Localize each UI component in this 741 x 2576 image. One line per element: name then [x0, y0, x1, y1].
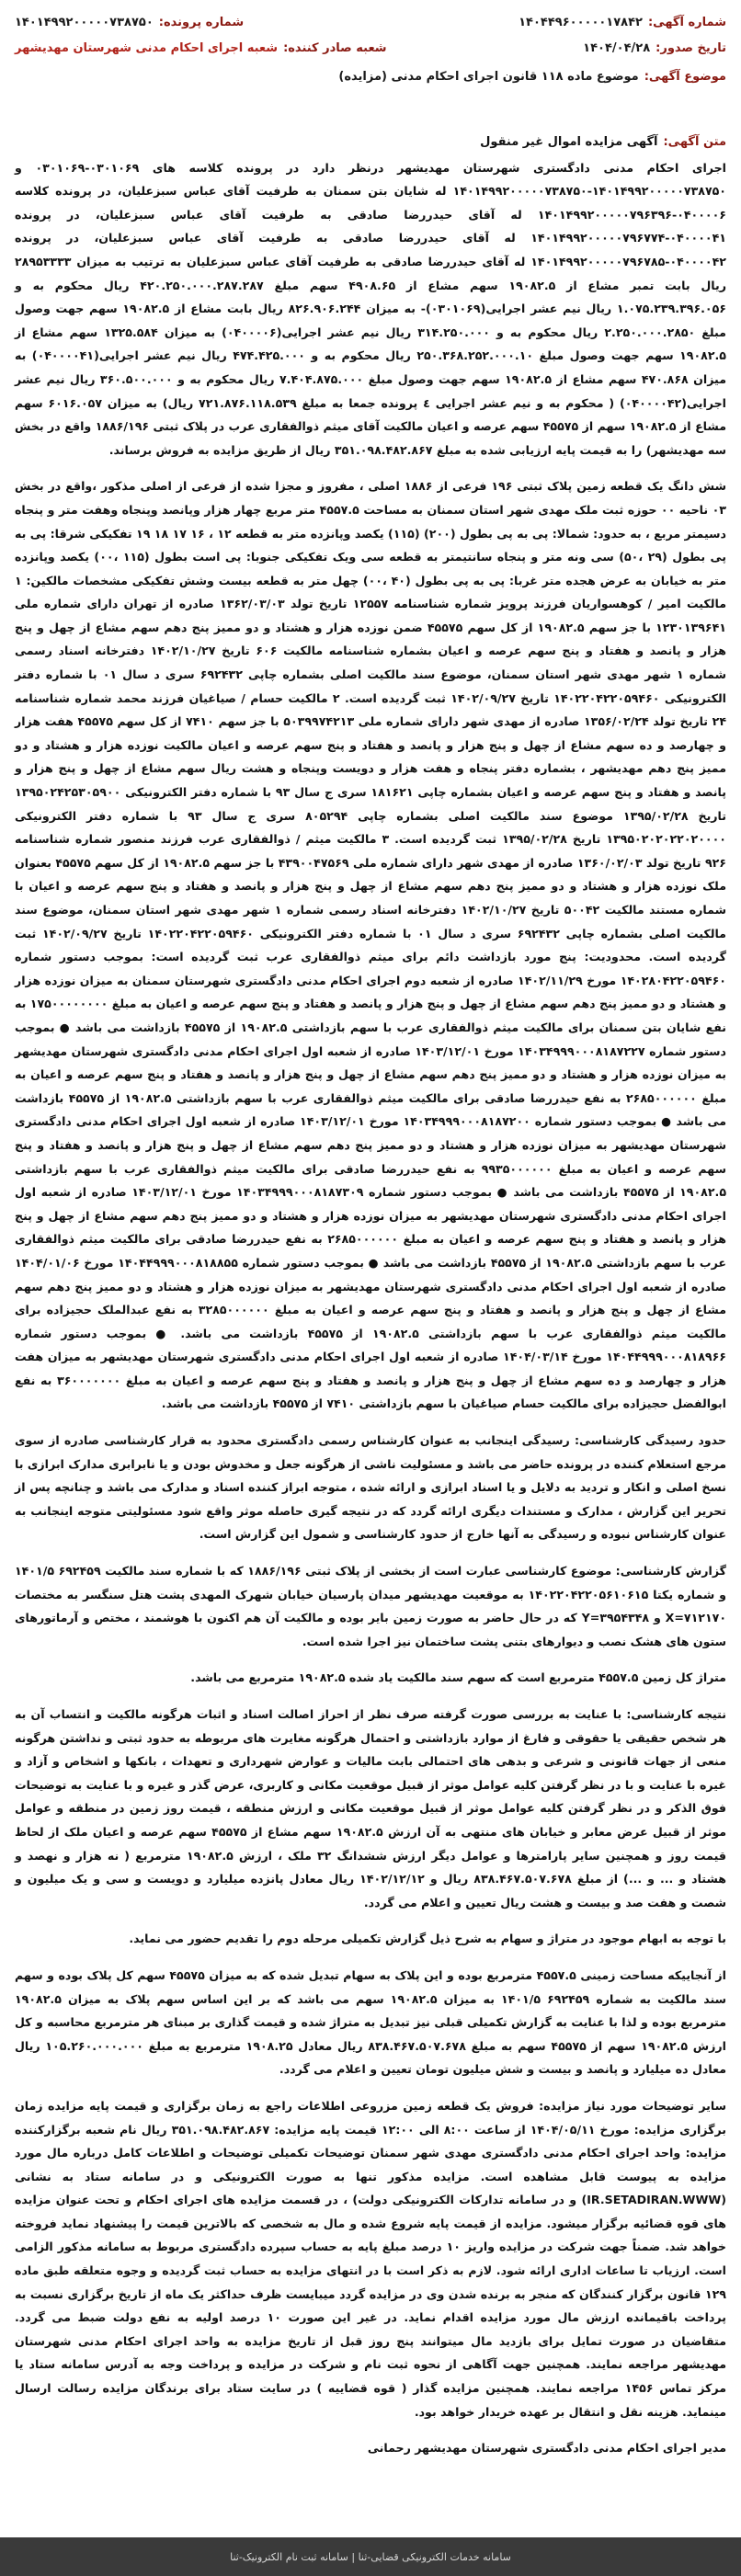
- notice-subject: [15, 70, 726, 84]
- issue-date-label: تاریخ صدور:: [656, 40, 726, 55]
- paragraph-expert-conclusion: نتیجه کارشناسی: با عنایت به بررسی صورت گرفته صرف نظر از احراز اصالت اسناد و اثبات هرگونه مالکیت و انتساب آن به هر شخص حقیقی یا حقوقی و فارغ از موارد بازداشتی و احتمال هرگونه مغایرت های مربوطه به حدود ثبتی و نداشتن هرگونه منعی از جهات قانونی و شرعی و بدهی های احتمالی بابت مالیات و عوارض شهرداری و تعهدات ، بانکها و اشخاص و آزاد و غیره با عنایت و با در نظر گرفتن کلیه عوامل موثر از قبیل موقعیت مکانی و کاربری، عرض گذر و غیره و با عنایت به توضیحات فوق الذکر و در نظر گرفتن کلیه عوامل موثر از قبیل موقعیت مکانی و ارزش منطقه ، قیمت روز زمین در منطقه و عوامل موثر از قبیل عرض معابر و خیابان های منتهی به آن ارزش ۱۹۰۸۲.۵ سهم مشاع از ۴۵۵۷۵ سهم عرصه و اعیان ملک از لحاظ قیمت روز و همچنین سایر پارامترها و عوامل دیگر ارزش ششدانگ ۳۲ ملک ، ارزش ۱۹۰۸۲.۵ مترمربع ( نه هزار و نهصد و هشتاد و ... و ...) از مبلغ ۸۳۸.۴۶۷.۵۰۷.۶۷۸ ریال و ۱۴۰۲/۱۲/۱۲ ریال معادل پانزده میلیارد و دویست و سی و یک میلیون و شصت و هفت صد و بیست و هشت ریال تعیین و اعلام می گردد.: [15, 1707, 727, 1909]
- footer-text: سامانه خدمات الکترونیکی قضایی-ثنا | سامانه ثبت نام الکترونیک-ثنا: [230, 2550, 511, 2563]
- notice-text-heading: [15, 131, 726, 154]
- notice-number-label: شماره آگهی:: [647, 15, 726, 29]
- notice-title: آگهی مزایده اموال غیر منقول: [480, 135, 658, 149]
- notice-text-label: متن آگهی:: [663, 135, 726, 149]
- paragraph-property-details: شش دانگ یک قطعه زمین پلاک ثبتی ۱۹۶ فرعی از ۱۸۸۶ اصلی ، مفروز و مجزا شده از فرعی از اصلی مذکور ،واقع در بخش ۰۳ ناحیه ۰۰ حوزه ثبت ملک مهدی شهر استان سمنان به مساحت ۴۵۵۷.۵ متر مربع چهار هزار وپانصد وپنجاه وهفت متر و پنجاه دسیمتر مربع ، به حدود: شمالا: پی به پی بطول (۲۰۰) (۱۱۵) یکصد وپانزده متر به قطعه ۱۲ ، ۱۶ ۱۷ ۱۸ ۱۹ تفکیکی شرقا: پی به پی بطول (۲۹ ،۵۰) سی ونه متر و پنجاه سانتیمتر به قطعه سی ویک تفکیکی جنوبا: پی است بطول (۱۱۵ ،۰۰) یکصد وپانزده متر به خیابان به عرض هجده متر غربا: پی به پی بطول (۴۰ ،۰۰) چهل متر به قطعه بیست وشش تفکیکی مشخصات مالکین: ۱ مالکیت امیر / کوهسواریان فرزند پرویز شماره شناسنامه ۱۲۵۵۷ تاریخ تولد ۱۳۶۲/۰۳/۰۳ صادره از تهران دارای شماره ملی ۱۲۳۰۱۳۹۶۴۱ با جز سهم ۱۹۰۸۲.۵ از کل سهم ۴۵۵۷۵ ضمن نوزده هزار و هشتاد و دو ممیز پنج دهم سهم مشاع از چهل و پنج هزار و پانصد و هفتاد و پنج سهم عرصه و اعیان بشماره شناسنامه مالکیت ۶۰۶ تاریخ ۱۴۰۲/۱۰/۲۷ دفترخانه اسناد رسمی شماره ۱ شهر مهدی شهر استان سمنان، موضوع سند مالکیت اصلی بشماره چاپی ۶۹۲۴۳۲ سری د سال ۰۱ با شماره دفتر الکترونیکی ۱۴۰۲۲۰۴۲۲۰۵۹۴۶۰ تاریخ ۱۴۰۲/۰۹/۲۷ ثبت گردیده است. ۲ مالکیت حسام / صیاغیان فرزند محمد شماره شناسنامه ۲۴ تاریخ تولد ۱۳۵۶/۰۲/۲۴ صادره از مهدی شهر دارای شماره ملی ۵۰۳۹۹۷۴۲۱۳ با جز سهم ۷۴۱۰ از کل سهم ۴۵۵۷۵ هفت هزار و چهارصد و ده سهم مشاع از چهل و پنج هزار و پانصد و هفتاد و پنج سهم عرصه و اعیان مالکیت نوزده هزار و هشتاد و دو ممیز پنج دهم مهدیشهر ، بشماره دفتر پنجاه و هفت هزار و دویست وپنجاه و هشت ریال سهم مشاع از چهل و پنج هزار و پانصد و هفتاد و پنج سهم عرصه و اعیان بشماره چاپی ۱۸۱۶۲۱ سری ج سال ۹۳ با شماره دفتر الکترونیکی ۱۳۹۵۰۲۴۲۵۳۰۵۹۰۰ تاریخ ۱۳۹۵/۰۲/۲۸ موضوع سند مالکیت اصلی بشماره چاپی ۸۰۵۲۹۴ سری ج سال ۹۳ با شماره دفتر الکترونیکی ۱۳۹۵۰۲۰۲۰۲۲۰۲۰۰۰۰ تاریخ ۱۳۹۵/۰۲/۲۸ ثبت گردیده است. ۳ مالکیت میثم / ذوالفقاری عرب فرزند منصور شماره شناسنامه ۹۲۶ تاریخ تولد ۱۳۶۰/۰۲/۰۳ صادره از مهدی شهر دارای شماره ملی ۴۳۹۰۰۴۷۵۶۹ با جز سهم ۱۹۰۸۲.۵ از کل سهم ۴۵۵۷۵ بعنوان ملک نوزده هزار و هشتاد و دو ممیز پنج دهم سهم مشاع از چهل و پنج هزار و پانصد و هفتاد و پنج سهم عرصه و اعیان با شماره مستند مالکیت ۵۰۰۴۲ تاریخ ۱۴۰۲/۱۰/۲۷ دفترخانه اسناد رسمی شماره ۱ شهر مهدی شهر استان سمنان، موضوع سند مالکیت اصلی بشماره چاپی ۶۹۲۴۳۲ سری د سال ۰۱ با شماره دفتر الکترونیکی ۱۴۰۲۲۰۴۲۲۰۵۹۴۶۰ تاریخ ۱۴۰۲/۰۹/۲۷ ثبت گردیده است. محدودیت: پنج مورد بازداشت دائم برای میثم ذوالفقاری عرب ثبت گردیده است: بموجب دستور شماره ۱۴۰۲۸۰۴۲۲۰۵۹۴۶۰ مورخ ۱۴۰۲/۱۱/۲۹ صادره از شعبه دوم اجرای احکام مدنی دادگستری شهرستان سمنان به میزان نوزده هزار و هشتاد و دو ممیز پنج دهم سهم مشاع از چهل و پنج هزار و پانصد و هفتاد و پنج سهم عرصه و اعیان به مبلغ ۱۷۵۰۰۰۰۰۰۰۰ به نفع شایان بتن سمنان برای مالکیت میثم ذوالفقاری عرب با سهم بازداشتی ۱۹۰۸۲.۵ از ۴۵۵۷۵ بازداشت می باشد ● بموجب دستور شماره ۱۴۰۳۴۹۹۹۰۰۰۸۱۸۷۲۲۷ مورخ ۱۴۰۳/۱۲/۰۱ صادره از شعبه اول اجرای احکام مدنی دادگستری شهرستان مهدیشهر به میزان نوزده هزار و هشتاد و دو ممیز پنج دهم سهم مشاع از چهل و پنج هزار و پانصد و هفتاد و پنج سهم عرصه و اعیان به مبلغ ۲۶۸۵۰۰۰۰۰۰ به نفع حیدررضا صادقی برای مالکیت میثم ذوالفقاری عرب با سهم بازداشتی ۱۹۰۸۲.۵ از ۴۵۵۷۵ بازداشت می باشد ● بموجب دستور شماره ۱۴۰۳۴۹۹۹۰۰۰۸۱۸۷۲۰۰ مورخ ۱۴۰۳/۱۲/۰۱ صادره از شعبه اول اجرای احکام مدنی دادگستری شهرستان مهدیشهر به میزان نوزده هزار و هشتاد و دو ممیز پنج دهم سهم مشاع از چهل و پنج هزار و پانصد و هفتاد و پنج سهم عرصه و اعیان به مبلغ ۹۹۳۵۰۰۰۰۰۰ به نفع حیدررضا صادقی برای مالکیت میثم ذوالفقاری عرب با سهم بازداشتی ۱۹۰۸۲.۵ از ۴۵۵۷۵ بازداشت می باشد ● بموجب دستور شماره ۱۴۰۳۴۹۹۹۰۰۰۸۱۸۷۳۰۹ مورخ ۱۴۰۳/۱۲/۰۱ صادره از شعبه اول اجرای احکام مدنی دادگستری شهرستان مهدیشهر به میزان نوزده هزار و هشتاد و دو ممیز پنج دهم سهم مشاع از چهل و پنج هزار و پانصد و هفتاد و پنج سهم عرصه و اعیان به مبلغ ۲۶۸۵۰۰۰۰۰۰ به نفع حیدررضا صادقی برای مالکیت میثم ذوالفقاری عرب با سهم بازداشتی ۱۹۰۸۲.۵ از ۴۵۵۷۵ بازداشت می باشد ● بموجب دستور شماره ۱۴۰۴۴۹۹۹۰۰۰۸۱۸۸۵۵ مورخ ۱۴۰۴/۰۱/۰۶ صادره از شعبه اول اجرای احکام مدنی دادگستری شهرستان مهدیشهر به میزان نوزده هزار و هشتاد و دو ممیز پنج دهم سهم مشاع از چهل و پنج هزار و پانصد و هفتاد و پنج سهم عرصه و اعیان به مبلغ ۳۲۸۵۰۰۰۰۰۰ به نفع عبدالملک حجیزاده برای مالکیت میثم ذوالفقاری عرب با سهم بازداشتی ۱۹۰۸۲.۵ از ۴۵۵۷۵ بازداشت می باشد. ● بموجب دستور شماره ۱۴۰۴۴۹۹۹۰۰۰۸۱۸۹۶۶ مورخ ۱۴۰۴/۰۳/۱۴ صادره از شعبه اول اجرای احکام مدنی دادگستری شهرستان مهدیشهر به میزان هفت هزار و چهارصد و ده سهم مشاع از چهل و پنج هزار و پانصد و هفتاد و پنج سهم عرصه و اعیان به مبلغ ۳۶۰۰۰۰۰۰۰ به نفع ابوالفضل حجیزاده برای مالکیت حسام صیاغیان با سهم بازداشتی ۷۴۱۰ از ۴۵۵۷۵ بازداشت می باشد.: [15, 479, 727, 1411]
- paragraph-expert-report: گزارش کارشناسی: موضوع کارشناسی عبارت است از بخشی از پلاک ثبتی ۱۸۸۶/۱۹۶ که با شماره سند مالکیت ۶۹۲۴۵۹ ۱۴۰۱/۵ و شماره یکتا ۱۴۰۲۲۰۴۲۲۰۵۶۱۰۶۱۵ به موقعیت مهدیشهر میدان پارسیان خیابان شهرک المهدی پشت هتل سنگسر به مختصات X=۷۱۲۱۷۰ و Y=۳۹۵۴۳۴۸ که در حال حاضر به صورت زمین بایر بوده و مالکیت آن هم اکنون با هوشمند ، مختص و آرماتورهای ستون های هشک نصب و دیوارهای بتنی پشت ساختمان نیز اجرا شده است.: [15, 1564, 727, 1648]
- paragraph-auction-terms: سایر توضیحات مورد نیاز مزایده: فروش یک قطعه زمین مزروعی اطلاعات راجع به زمان برگزاری و قیمت پایه مزایده زمان برگزاری مزایده: مورخ ۱۴۰۴/۰۵/۱۱ از ساعت ۸:۰۰ الی ۱۲:۰۰ قیمت پایه مزایده: ۳۵۱.۰۹۸.۴۸۲.۸۶۷ ریال نام شعبه برگزارکننده مزایده: واحد اجرای احکام مدنی دادگستری مهدی شهر سمنان توضیحات تکمیلی توضیحات و اطلاعات کامل درباره مال مورد مزایده به پیوست قابل مشاهده است. مزایده مذکور تنها به صورت الکترونیکی و در سامانه ستاد به نشانی (IR.SETADIRAN.WWW) و در سامانه تدارکات الکترونیکی دولت) ، در قسمت مزایده های اجرای احکام و تحت عنوان مزایده های قوه قضائیه برگزار میشود. مزایده از قیمت پایه شروع شده و مال به شخصی که بالاترین قیمت را پیشنهاد نماید فروخته خواهد شد. ضمناً جهت شرکت در مزایده واریز ۱۰ درصد مبلغ پایه به حساب سپرده دادگستری مربوط به سامانه مذکور الزامی است. ارزیاب تا ساعات اداری ارائه شود. لازم به ذکر است با در انتهای مزایده به حساب ثبت گردیده و وجوه متعلقه طبق ماده ۱۲۹ قانون برگزار کنندگان که منجر به برنده شدن وی در مزایده گردد میبایست ظرف حداکثر یک ماه از تاریخ برگزاری نسبت به پرداخت باقیمانده ارزش مال مورد مزایده اقدام نماید. در غیر این صورت ۱۰ درصد اولیه به نفع دولت ضبط می گردد. متقاضیان در صورت تمایل برای بازدید مال میتوانند پنج روز قبل از تاریخ مزایده به واحد اجرای احکام مدنی شهرستان مهدیشهر مراجعه نمایند. همچنین جهت آگاهی از نحوه ثبت نام و شرکت در مزایده و پرداخت وجه به آدرس سامانه ستاد یا مرکز تماس ۱۴۵۶ مراجعه نمایند. همچنین مزایده گذار ( قوه قضاییه ) در سایت ستاد برای برندگان مزایده رسالت ارسال مینماید. هزینه نقل و انتقال بر عهده خریدار خواهد بود.: [15, 2098, 727, 2419]
- header-row-1: [15, 9, 726, 35]
- case-number: [15, 16, 244, 29]
- notice-body: [15, 131, 726, 2473]
- paragraph-expert-scope: حدود رسیدگی کارشناسی: رسیدگی اینجانب به عنوان کارشناس رسمی دادگستری محدود به قرار کارشناسی صادره از سوی مرجع استعلام کننده در پرونده حاضر می باشد و مسئولیت ناشی از هرگونه جعل و مخدوش بودن و یا نابرابری مدارک ابرازی با نسخ اصلی و انکار و تردید به دلایل و یا اسناد ابرازی و ارائه شده ، متوجه ابراز کننده اسناد و مدارک می باشد و چنانچه پس از تحریر این گزارش ، مدارک و مستندات دیگری ارائه گردد که در نتیجه گیری حاصله موثر واقع شود مسئولیتی متوجه اینجانب به عنوان کارشناس نبوده و رسیدگی به آنها خارج از حدود کارشناسی و شمول این گزارش است.: [15, 1433, 726, 1542]
- notice-number-value: ۱۴۰۴۴۹۶۰۰۰۰۰۱۷۸۴۲: [519, 15, 643, 29]
- paragraph-supplementary-note: با توجه به ابهام موجود در متراژ و سهام به شرح ذیل گزارش تکمیلی مرحله دوم را تقدیم حضور می نماید.: [129, 1932, 726, 1946]
- case-number-label: شماره پرونده:: [158, 15, 245, 29]
- issuing-branch-value: شعبه اجرای احکام مدنی شهرستان مهدیشهر: [15, 40, 279, 55]
- notice-subject-value: موضوع ماده ۱۱۸ قانون اجرای احکام مدنی (مزایده): [338, 70, 639, 84]
- site-footer: [0, 2537, 741, 2576]
- issuing-branch: [15, 41, 387, 55]
- notice-number: [519, 16, 726, 29]
- header-row-2: [15, 35, 726, 61]
- issue-date-value: ۱۴۰۴/۰۴/۲۸: [583, 40, 651, 55]
- issuing-branch-label: شعبه صادر کننده:: [283, 40, 387, 55]
- notice-header: [0, 0, 741, 103]
- paragraph-auction-intro: اجرای احکام مدنی دادگستری شهرستان مهدیشهر درنظر دارد در پرونده کلاسه های ۰۳۰۱۰۶۹-۰۳۰۱۰۶۹ و ۱۴۰۱۴۹۹۲۰۰۰۰۰۷۳۸۷۵۰-۱۴۰۱۴۹۹۲۰۰۰۰۰۷۳۸۷۵۰ له شایان بتن سمنان به طرفیت آقای عباس سبزعلیان، در پرونده کلاسه ۰۴۰۰۰۰۶-۱۴۰۱۴۹۹۲۰۰۰۰۰۷۹۶۳۹۶ له آقای حیدررضا صادقی به طرفیت آقای عباس سبزعلیان، در پرونده ۰۴۰۰۰۰۴۱-۱۴۰۱۴۹۹۲۰۰۰۰۰۷۹۶۷۷۴ له آقای حیدررضا صادقی به طرفیت آقای عباس سبزعلیان، در پرونده ۰۴۰۰۰۰۴۲-۱۴۰۱۴۹۹۲۰۰۰۰۰۷۹۶۷۸۵ له آقای حیدررضا صادقی به طرفیت آقای عباس سبزعلیان به ترتیب به میزان ۲۸۹۵۳۳۳۳ ریال بابت تمبر مشاع از ۱۹۰۸۲.۵ سهم مشاع از ۴۹۰۸.۶۵ سهم مبلغ ۴۲۰.۲۵۰.۰۰۰.۲۸۷.۲۸۷ ریال محکوم به و ۱.۰۷۵.۲۳۹.۳۹۶.۰۵۶ ریال نیم عشر اجرایی(۰۳۰۱۰۶۹)- به میزان ۸۲۶.۹۰۶.۲۴۴ ریال بابت مشاع از ۱۹۰۸۲.۵ سهم جهت وصول مبلغ ۲.۲۵۰.۰۰۰.۲۸۵۰ ریال محکوم به و ۳۱۴.۲۵۰.۰۰۰ ریال نیم عشر اجرایی(۰۴۰۰۰۰۶) به میزان ۱۳۲۵.۵۸۴ سهم مشاع از ۱۹۰۸۲.۵ سهم جهت وصول مبلغ ۲۵۰.۳۶۸.۲۵۲.۰۰۰.۱۰ ریال محکوم به و ۴۷۴.۴۲۵.۰۰۰ ریال نیم عشر اجرایی(۰۴۰۰۰۰۴۱) به میزان ۴۷۰.۸۶۸ سهم مشاع از ۱۹۰۸۲.۵ سهم جهت وصول مبلغ ۷.۴۰۴.۸۷۵.۰۰۰ ریال محکوم به و ۳۶۰.۵۰۰.۰۰۰ ریال نیم عشر اجرایی(۰۴۰۰۰۰۴۲) ( محکوم به و نیم عشر اجرایی ٤ پرونده جمعا به مبلغ ۷۲۱.۸۷۶.۱۱۸.۵۳۹ ریال) به میزان ۶۰۱۶.۰۵۷ سهم مشاع از ۱۹۰۸۲.۵ سهم از ۴۵۵۷۵ سهم عرصه و اعیان مالکیت آقای میثم ذوالفقاری عرب در پلاک ثبتی ۱۸۸۶/۱۹۶ واقع در بخش سه مهدیشهر) را به قیمت پایه ارزیابی شده به مبلغ ۳۵۱.۰۹۸.۴۸۲.۸۶۷ ریال از طریق مزایده به فروش برساند.: [15, 160, 727, 457]
- notice-subject-label: موضوع آگهی:: [644, 70, 726, 84]
- paragraph-signature: مدیر اجرای احکام مدنی دادگستری شهرستان مهدیشهر رحمانی: [367, 2441, 726, 2456]
- case-number-value: ۱۴۰۱۴۹۹۲۰۰۰۰۰۷۳۸۷۵۰: [15, 15, 154, 29]
- paragraph-area-note: متراژ کل زمین ۴۵۵۷.۵ مترمربع است که سهم سند مالکیت یاد شده ۱۹۰۸۲.۵ مترمربع می باشد.: [190, 1670, 726, 1685]
- issue-date: [583, 41, 726, 55]
- paragraph-supplementary-report: از آنجاییکه مساحت زمینی ۴۵۵۷.۵ مترمربع بوده و این پلاک به سهام تبدیل شده که به میزان ۴۵۵۷۵ سهم کل پلاک بوده و سهم سند مالکیت به شماره ۶۹۲۴۵۹ ۱۴۰۱/۵ به میزان ۱۹۰۸۲.۵ سهم می باشد که بر این اساس سهم پلاک به میزان ۱۹۰۸۲.۵ مترمربع بوده و لذا با عنایت به گزارش تکمیلی قبلی نیز تبدیل به متراژ شده و قیمت گذاری بر مبنای هر مترمربع محاسبه و کل ارزش ۱۹۰۸۲.۵ سهم از ۴۵۵۷۵ سهم به مبلغ ۸۳۸.۴۶۷.۵۰۷.۶۷۸ ریال معادل ۱۹۰۸.۲۵ مترمربع به مبلغ ۱۰۵.۲۶۰.۰۰۰.۰۰۰ ریال معادل ده میلیارد و پانصد و بیست و شش میلیون تومان تعیین و اعلام می گردد.: [15, 1967, 726, 2077]
